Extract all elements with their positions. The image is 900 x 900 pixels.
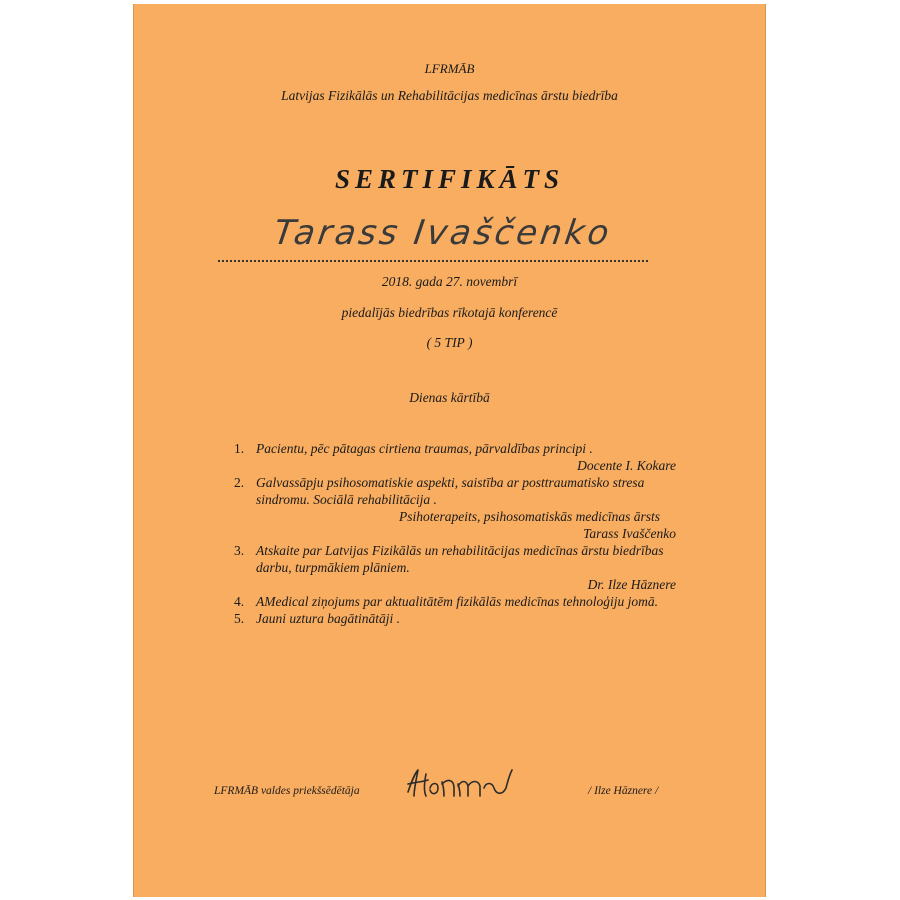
points-text: ( 5 TIP ) bbox=[426, 335, 473, 350]
agenda-item-number: 2. bbox=[234, 475, 245, 490]
agenda-item-speaker: Dr. Ilze Hāznere bbox=[587, 577, 676, 592]
agenda-item-3 bbox=[234, 542, 676, 593]
certificate-title: SERTIFIKĀTS bbox=[334, 164, 565, 194]
name-dotted-line bbox=[218, 260, 648, 262]
recipient-name-handwritten: Tarass Ivaščenko bbox=[271, 213, 615, 253]
agenda-item-4 bbox=[234, 593, 676, 610]
signatory-title: LFRMĀB valdes priekšsēdētāja bbox=[214, 785, 360, 797]
agenda-item-text: Pacientu, pēc pātagas cirtiena traumas, pārvaldības principi . bbox=[256, 441, 593, 456]
org-abbreviation: LFRMĀB bbox=[424, 61, 475, 76]
agenda-list bbox=[234, 440, 676, 627]
certificate-sheet bbox=[133, 4, 766, 897]
agenda-item-speaker-role: Psihoterapeits, psihosomatiskās medicīnas ārsts bbox=[398, 509, 660, 524]
event-date: 2018. gada 27. novembrī bbox=[381, 274, 518, 289]
agenda-item-text: Jauni uztura bagātinātāji . bbox=[256, 611, 401, 626]
agenda-item-speaker: Tarass Ivaščenko bbox=[583, 526, 676, 541]
agenda-item-5 bbox=[234, 610, 676, 627]
agenda-item-text: Atskaite par Latvijas Fizikālās un rehabilitācijas medicīnas ārstu biedrības darbu, turpmākiem plāniem. bbox=[256, 543, 664, 575]
signatory-name: / Ilze Hāznere / bbox=[588, 785, 659, 797]
agenda-title: Dienas kārtībā bbox=[409, 390, 490, 405]
agenda-item-text: Galvassāpju psihosomatiskie aspekti, saistība ar posttraumatisko stresa sindromu. Sociālā rehabilitācija . bbox=[256, 475, 645, 507]
org-full-name: Latvijas Fizikālās un Rehabilitācijas medicīnas ārstu biedrība bbox=[281, 88, 618, 103]
agenda-item-1 bbox=[234, 440, 676, 474]
agenda-item-speaker: Docente I. Kokare bbox=[577, 458, 676, 473]
participation-text: piedalījās biedrības rīkotajā konferencē bbox=[341, 305, 558, 320]
agenda-item-text: AMedical ziņojums par aktualitātēm fizikālās medicīnas tehnoloģiju jomā. bbox=[256, 594, 658, 609]
agenda-item-number: 3. bbox=[234, 543, 245, 558]
agenda-item-number: 4. bbox=[234, 594, 245, 609]
handwritten-signature bbox=[402, 762, 517, 807]
agenda-item-number: 1. bbox=[234, 441, 245, 456]
agenda-item-2 bbox=[234, 474, 676, 542]
agenda-item-number: 5. bbox=[234, 611, 245, 626]
